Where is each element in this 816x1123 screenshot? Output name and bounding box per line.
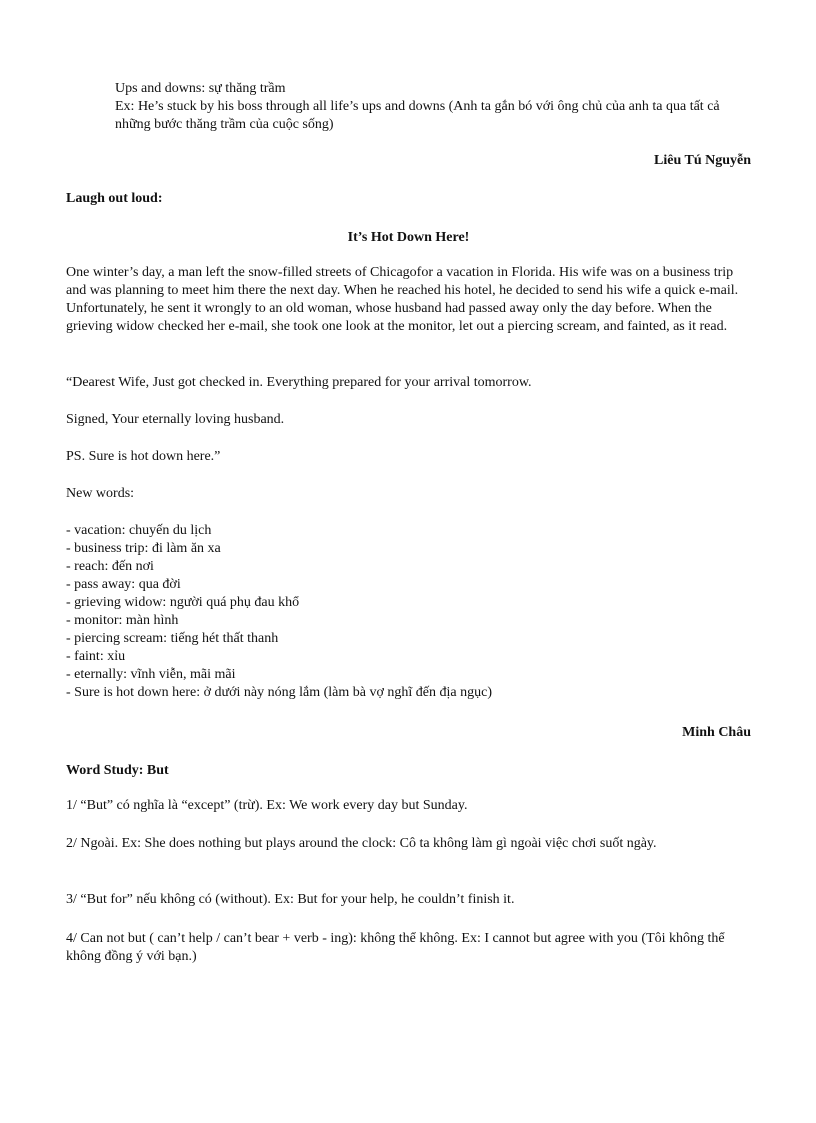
vocab-example: Ex: He’s stuck by his boss through all life’s ups and downs (Anh ta gắn bó với ông chủ của anh ta qua tất cả những bước thăng trầm của cuộc sống) — [115, 99, 720, 132]
list-item: - vacation: chuyến du lịch — [66, 523, 212, 538]
list-item: - grieving widow: người quá phụ đau khổ — [66, 595, 300, 610]
author-signature-1: Liêu Tú Nguyễn — [654, 153, 751, 168]
letter-line-2: Signed, Your eternally loving husband. — [66, 412, 285, 427]
author-signature-2: Minh Châu — [682, 725, 751, 740]
new-words-label: New words: — [66, 486, 135, 501]
list-item: - piercing scream: tiếng hét thất thanh — [66, 631, 279, 646]
vocab-term: Ups and downs: sự thăng trầm — [115, 81, 286, 96]
list-item: - business trip: đi làm ăn xa — [66, 541, 221, 556]
word-study-item-4: 4/ Can not but ( can’t help / can’t bear + verb - ing): không thể không. Ex: I cannot but agree with you (Tôi không thể không đồng ý với bạn.) — [66, 931, 725, 964]
word-study-item-2: 2/ Ngoài. Ex: She does nothing but plays around the clock: Cô ta không làm gì ngoài việc chơi suốt ngày. — [66, 836, 657, 851]
word-study-item-3: 3/ “But for” nếu không có (without). Ex: But for your help, he couldn’t finish it. — [66, 892, 515, 907]
list-item: - faint: xỉu — [66, 649, 126, 664]
list-item: - eternally: vĩnh viễn, mãi mãi — [66, 667, 236, 682]
letter-line-3: PS. Sure is hot down here.” — [66, 449, 221, 464]
story-paragraph: One winter’s day, a man left the snow-filled streets of Chicagofor a vacation in Florida. His wife was on a business trip and was planning to meet him there the next day. When he reached his hotel, he decided to send his wife a quick e-mail. Unfortunately, he sent it wrongly to an old woman, whose husband had passed away only the day before. When the grieving widow checked her e-mail, she took one look at the monitor, let out a piercing scream, and fainted, as it read. — [66, 265, 739, 334]
word-study-heading: Word Study: But — [66, 763, 169, 778]
word-study-item-1: 1/ “But” có nghĩa là “except” (trừ). Ex: We work every day but Sunday. — [66, 798, 468, 813]
laugh-heading: Laugh out loud: — [66, 191, 163, 206]
list-item: - pass away: qua đời — [66, 577, 181, 592]
story-title: It’s Hot Down Here! — [347, 230, 470, 245]
new-words-list — [66, 522, 751, 702]
list-item: - monitor: màn hình — [66, 613, 179, 628]
list-item: - reach: đến nơi — [66, 559, 154, 574]
letter-line-1: “Dearest Wife, Just got checked in. Everything prepared for your arrival tomorrow. — [66, 375, 532, 390]
list-item: - Sure is hot down here: ở dưới này nóng lắm (làm bà vợ nghĩ đến địa ngục) — [66, 685, 492, 700]
